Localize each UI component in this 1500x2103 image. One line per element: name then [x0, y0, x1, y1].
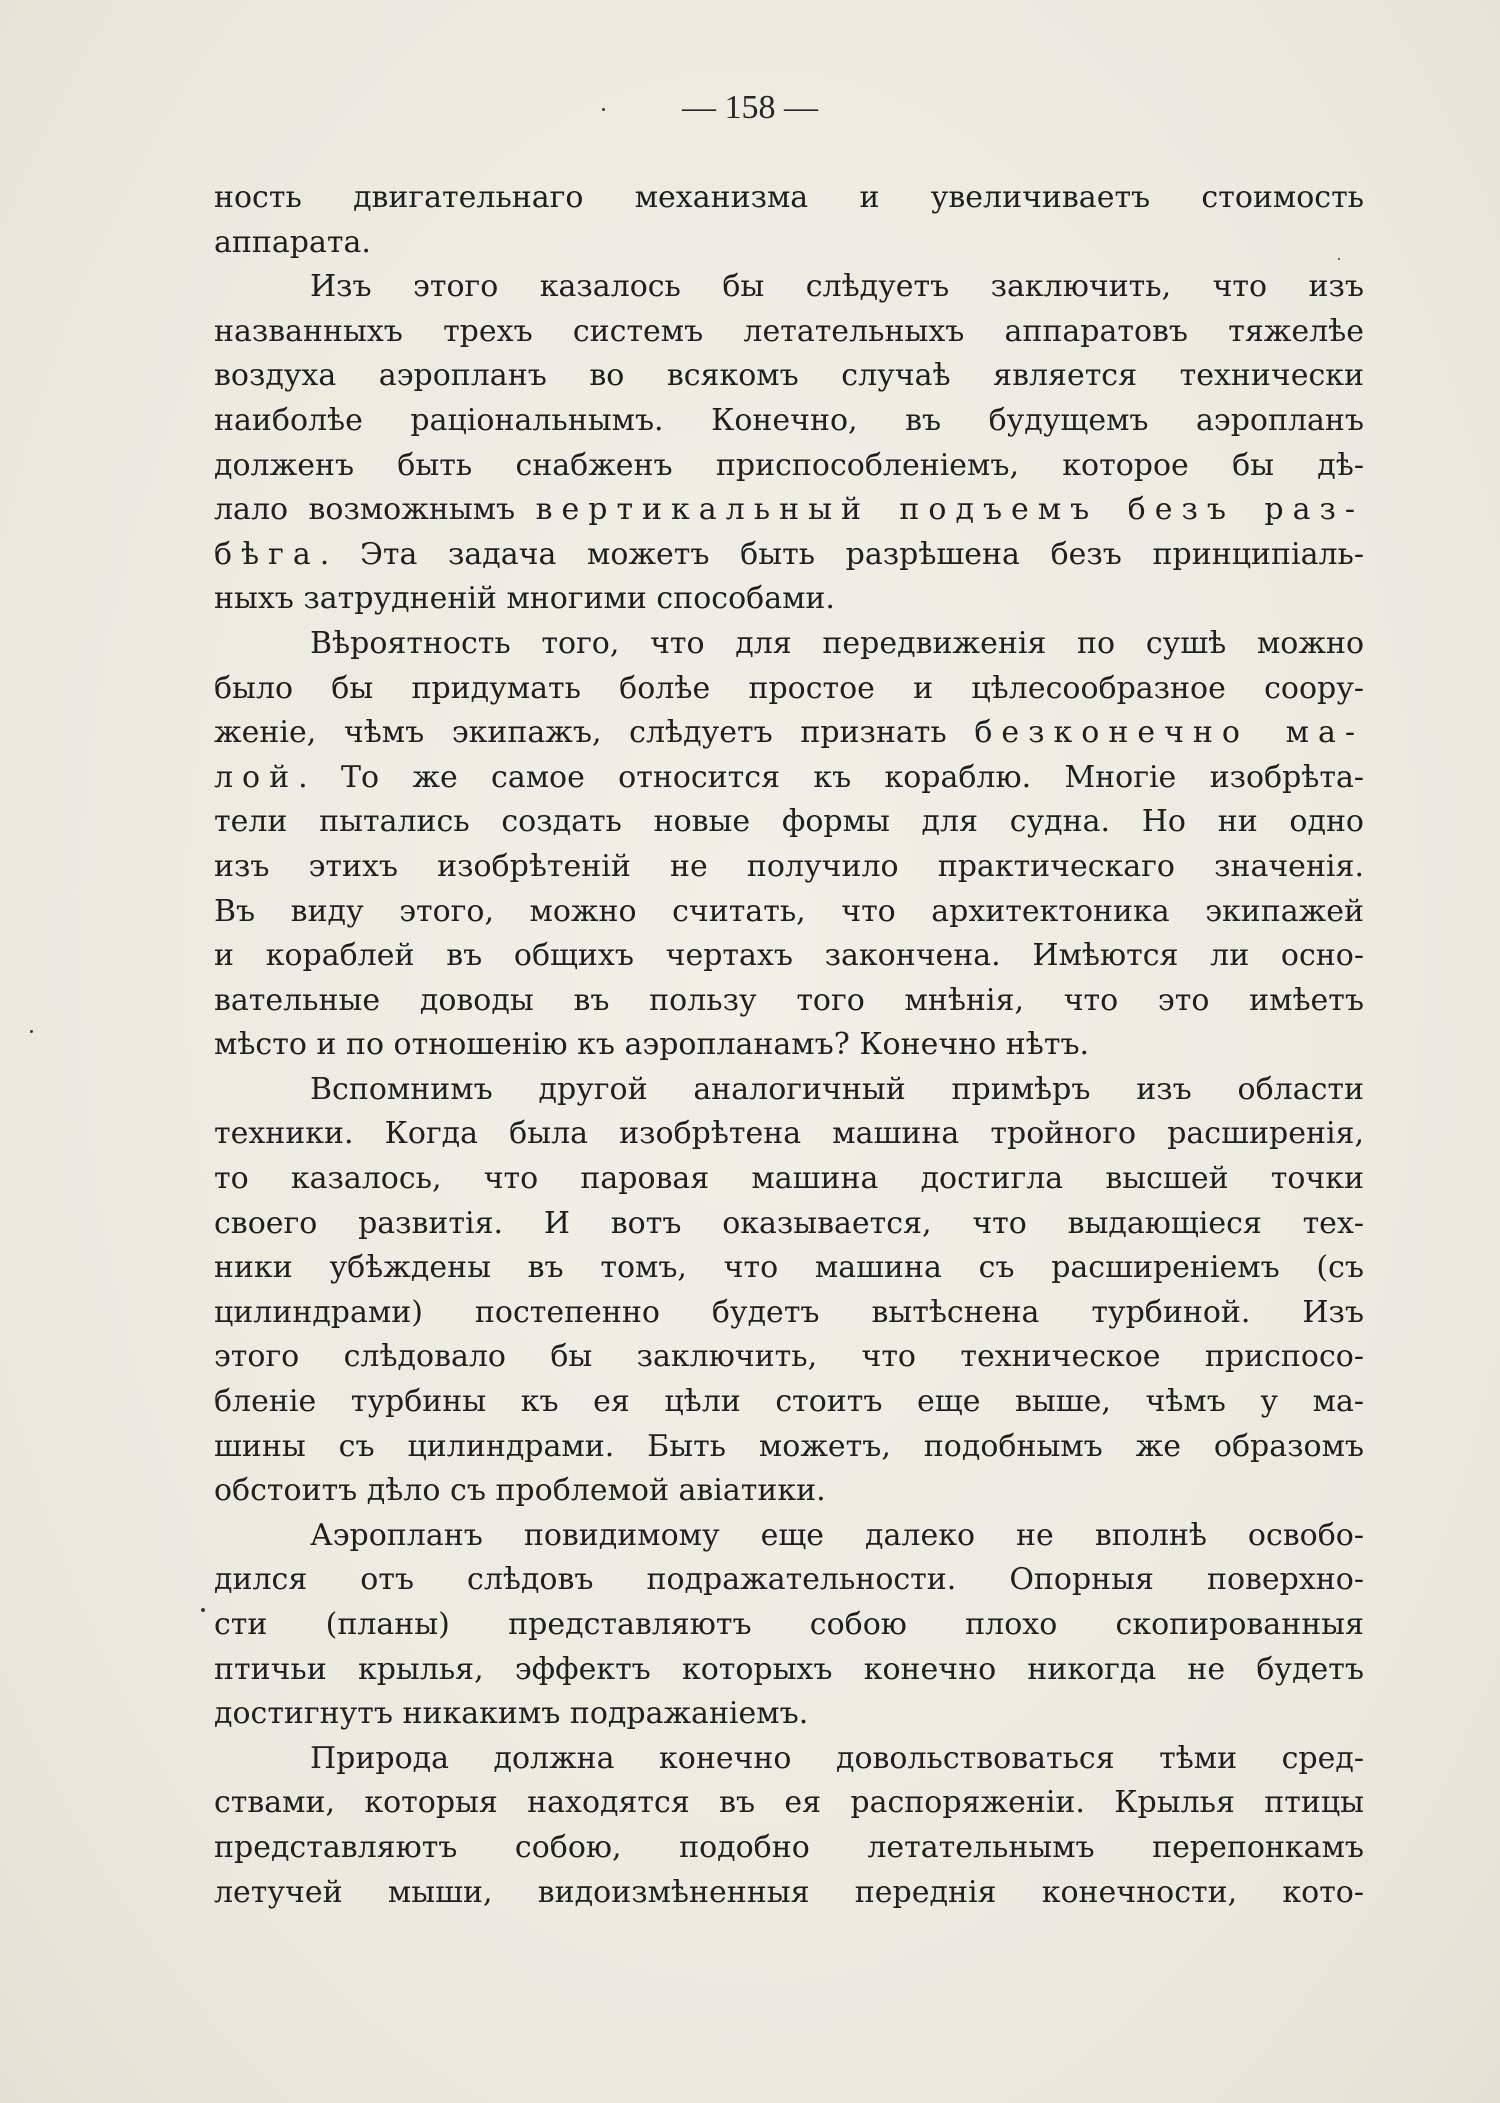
text-line: бленіе турбины къ ея цѣли стоитъ еще выше, чѣмъ у ма- — [214, 1384, 1364, 1420]
text-line: и кораблей въ общихъ чертахъ закончена. Имѣются ли осно- — [214, 938, 1364, 974]
text-line: ныхъ затрудненій многими способами. — [214, 581, 835, 617]
text-line: Вспомнимъ другой аналогичный примѣръ изъ области — [310, 1071, 1364, 1107]
text-line: названныхъ трехъ системъ летательныхъ аппаратовъ тяжелѣе — [214, 313, 1364, 349]
text-line: обстоитъ дѣло съ проблемой авіатики. — [214, 1473, 826, 1509]
text-run: лало возможнымъ — [214, 492, 536, 528]
text-line: изъ этихъ изобрѣтеній не получило практическаго значенія. — [214, 848, 1364, 884]
text-line: вательные доводы въ пользу того мнѣнія, что это имѣетъ — [214, 982, 1364, 1018]
ink-speck — [602, 108, 605, 111]
text-line: тели пытались создать новые формы для судна. Но ни одно — [214, 804, 1364, 840]
text-line — [214, 533, 1364, 578]
text-line: ность двигательнаго механизма и увеличиваетъ стоимость — [214, 180, 1364, 215]
spaced-emphasis: лой — [214, 759, 299, 795]
text-line: Аэропланъ повидимому еще далеко не вполнѣ освобо- — [310, 1517, 1364, 1553]
spaced-emphasis: безконечно ма- — [974, 715, 1364, 751]
text-line: птичьи крылья, эффектъ которыхъ конечно никогда не будетъ — [214, 1651, 1364, 1687]
text-line: этого слѣдовало бы заключить, что техническое приспосо- — [214, 1339, 1364, 1375]
text-line: наиболѣе раціональнымъ. Конечно, въ будущемъ аэропланъ — [214, 402, 1364, 438]
ink-speck — [30, 1030, 33, 1033]
ink-speck — [201, 1608, 205, 1612]
text-line: цилиндрами) постепенно будетъ вытѣснена турбиной. Изъ — [214, 1294, 1364, 1330]
text-line: Изъ этого казалось бы слѣдуетъ заключить, что изъ — [310, 269, 1364, 305]
text-line: то казалось, что паровая машина достигла высшей точки — [214, 1161, 1364, 1197]
text-line: дился отъ слѣдовъ подражательности. Опорныя поверхно- — [214, 1562, 1364, 1598]
text-line — [214, 488, 1364, 533]
text-line: аппарата. — [214, 224, 371, 260]
text-run: . Эта задача можетъ быть разрѣшена безъ принципіаль- — [319, 536, 1364, 572]
text-line: было бы придумать болѣе простое и цѣлесообразное соору- — [214, 670, 1364, 706]
text-line: ствами, которыя находятся въ ея распоряженіи. Крылья птицы — [214, 1785, 1364, 1821]
text-line: представляютъ собою, подобно летательнымъ перепонкамъ — [214, 1829, 1364, 1865]
page-number: — 158 — — [682, 89, 818, 126]
text-run: женіе, чѣмъ экипажъ, слѣдуетъ признать — [214, 715, 975, 751]
text-line: летучей мыши, видоизмѣненныя переднія конечности, кото- — [214, 1874, 1364, 1910]
text-line: достигнутъ никакимъ подражаніемъ. — [214, 1696, 809, 1732]
text-run: . То же самое относится къ кораблю. Многіе изобрѣта- — [298, 759, 1364, 795]
spaced-emphasis: бѣга — [214, 536, 320, 572]
text-line: своего развитія. И вотъ оказывается, что выдающіеся тех- — [214, 1205, 1364, 1241]
text-line: долженъ быть снабженъ приспособленіемъ, которое бы дѣ- — [214, 447, 1364, 483]
text-line: техники. Когда была изобрѣтена машина тройного расширенія, — [214, 1116, 1364, 1152]
body-text — [214, 176, 1364, 1915]
text-line: воздуха аэропланъ во всякомъ случаѣ является технически — [214, 358, 1364, 394]
text-line: Вѣроятность того, что для передвиженія по сушѣ можно — [310, 625, 1364, 661]
text-line: Природа должна конечно довольствоваться тѣми сред- — [310, 1740, 1364, 1776]
ink-speck — [1338, 258, 1340, 260]
text-line: сти (планы) представляютъ собою плохо скопированныя — [214, 1607, 1364, 1642]
spaced-emphasis: вертикальный подъемъ безъ раз- — [535, 492, 1364, 528]
text-line: шины съ цилиндрами. Быть можетъ, подобнымъ же образомъ — [214, 1428, 1364, 1464]
text-line — [214, 711, 1364, 756]
text-line: ники убѣждены въ томъ, что машина съ расширеніемъ (съ — [214, 1250, 1364, 1286]
text-line: мѣсто и по отношенію къ аэропланамъ? Конечно нѣтъ. — [214, 1027, 1090, 1063]
text-line: Въ виду этого, можно считать, что архитектоника экипажей — [214, 893, 1364, 929]
text-line — [214, 756, 1364, 801]
